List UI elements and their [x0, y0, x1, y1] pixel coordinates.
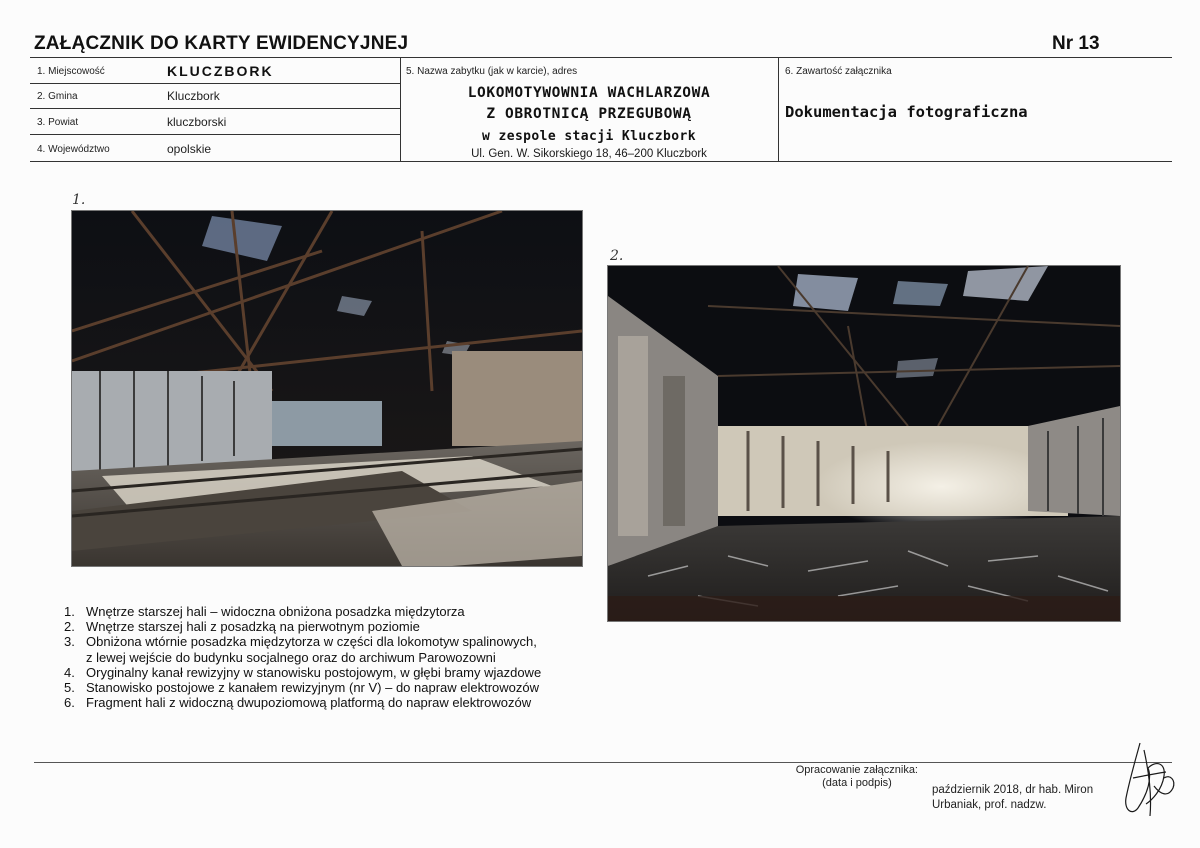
caption-item-continuation: z lewej wejście do budynku socjalnego oraz do archiwum Parowozowni — [86, 649, 496, 665]
caption-item: 3. Obniżona wtórnie posadzka międzytorza w części dla lokomotyw spalinowych, — [64, 634, 537, 650]
photo-1 — [71, 210, 583, 567]
photo-2-mark: 2. — [610, 248, 624, 264]
row-divider — [30, 83, 400, 84]
author-line2: Urbaniak, prof. nadzw. — [932, 799, 1047, 811]
footer-author — [932, 783, 1093, 813]
photo-2-image — [608, 266, 1120, 621]
gmina-label: 2. Gmina — [37, 91, 78, 102]
footer-label-line1: Opracowanie załącznika: — [795, 764, 918, 776]
zabytek-label: 5. Nazwa zabytku (jak w karcie), adres — [406, 66, 578, 77]
photo-2 — [607, 265, 1121, 622]
wojewodztwo-label: 4. Województwo — [37, 144, 110, 155]
column-divider — [778, 57, 779, 162]
photo-1-mark: 1. — [72, 192, 86, 208]
header-rule — [30, 57, 1172, 58]
caption-item: 5. Stanowisko postojowe z kanałem rewizyjnym (nr V) – do napraw elektrowozów — [64, 680, 540, 696]
caption-item: 4. Oryginalny kanał rewizyjny w stanowisku postojowym, w głębi bramy wjazdowe — [64, 664, 542, 680]
miejscowosc-value: KLUCZBORK — [167, 63, 274, 79]
photo-1-image — [72, 211, 582, 566]
miejscowosc-label: 1. Miejscowość — [37, 66, 105, 77]
powiat-label: 3. Powiat — [37, 117, 79, 128]
zabytek-name-line1: LOKOMOTYWOWNIA WACHLARZOWA — [467, 85, 711, 101]
powiat-value: kluczborski — [167, 115, 227, 129]
caption-item: 6. Fragment hali z widoczną dwupoziomową platformą do napraw elektrowozów — [64, 695, 532, 711]
footer-label — [786, 764, 918, 790]
zabytek-name-line2: Z OBROTNICĄ PRZEGUBOWĄ — [486, 106, 692, 122]
document-title: ZAŁĄCZNIK DO KARTY EWIDENCYJNEJ — [34, 33, 409, 54]
zawartosc-label: 6. Zawartość załącznika — [785, 66, 892, 77]
signature-image — [1118, 738, 1178, 820]
author-line1: październik 2018, dr hab. Miron — [932, 784, 1094, 796]
row-divider — [30, 134, 400, 135]
caption-list — [64, 604, 541, 710]
footer-label-line2: (data i podpis) — [822, 777, 892, 789]
zawartosc-value: Dokumentacja fotograficzna — [785, 103, 1028, 121]
gmina-value: Kluczbork — [167, 89, 220, 103]
caption-item: 2. Wnętrze starszej hali z posadzką na pierwotnym poziomie — [64, 619, 420, 635]
zabytek-address: Ul. Gen. W. Sikorskiego 18, 46–200 Kluczbork — [471, 148, 707, 160]
wojewodztwo-value: opolskie — [167, 142, 212, 156]
zabytek-name-line3: w zespole stacji Kluczbork — [482, 129, 696, 144]
table-bottom-rule — [30, 161, 1172, 162]
row-divider — [30, 108, 400, 109]
caption-item: 1. Wnętrze starszej hali – widoczna obniżona posadzka międzytorza — [64, 604, 465, 619]
document-number: Nr 13 — [1052, 33, 1100, 54]
footer-rule — [34, 762, 1172, 763]
